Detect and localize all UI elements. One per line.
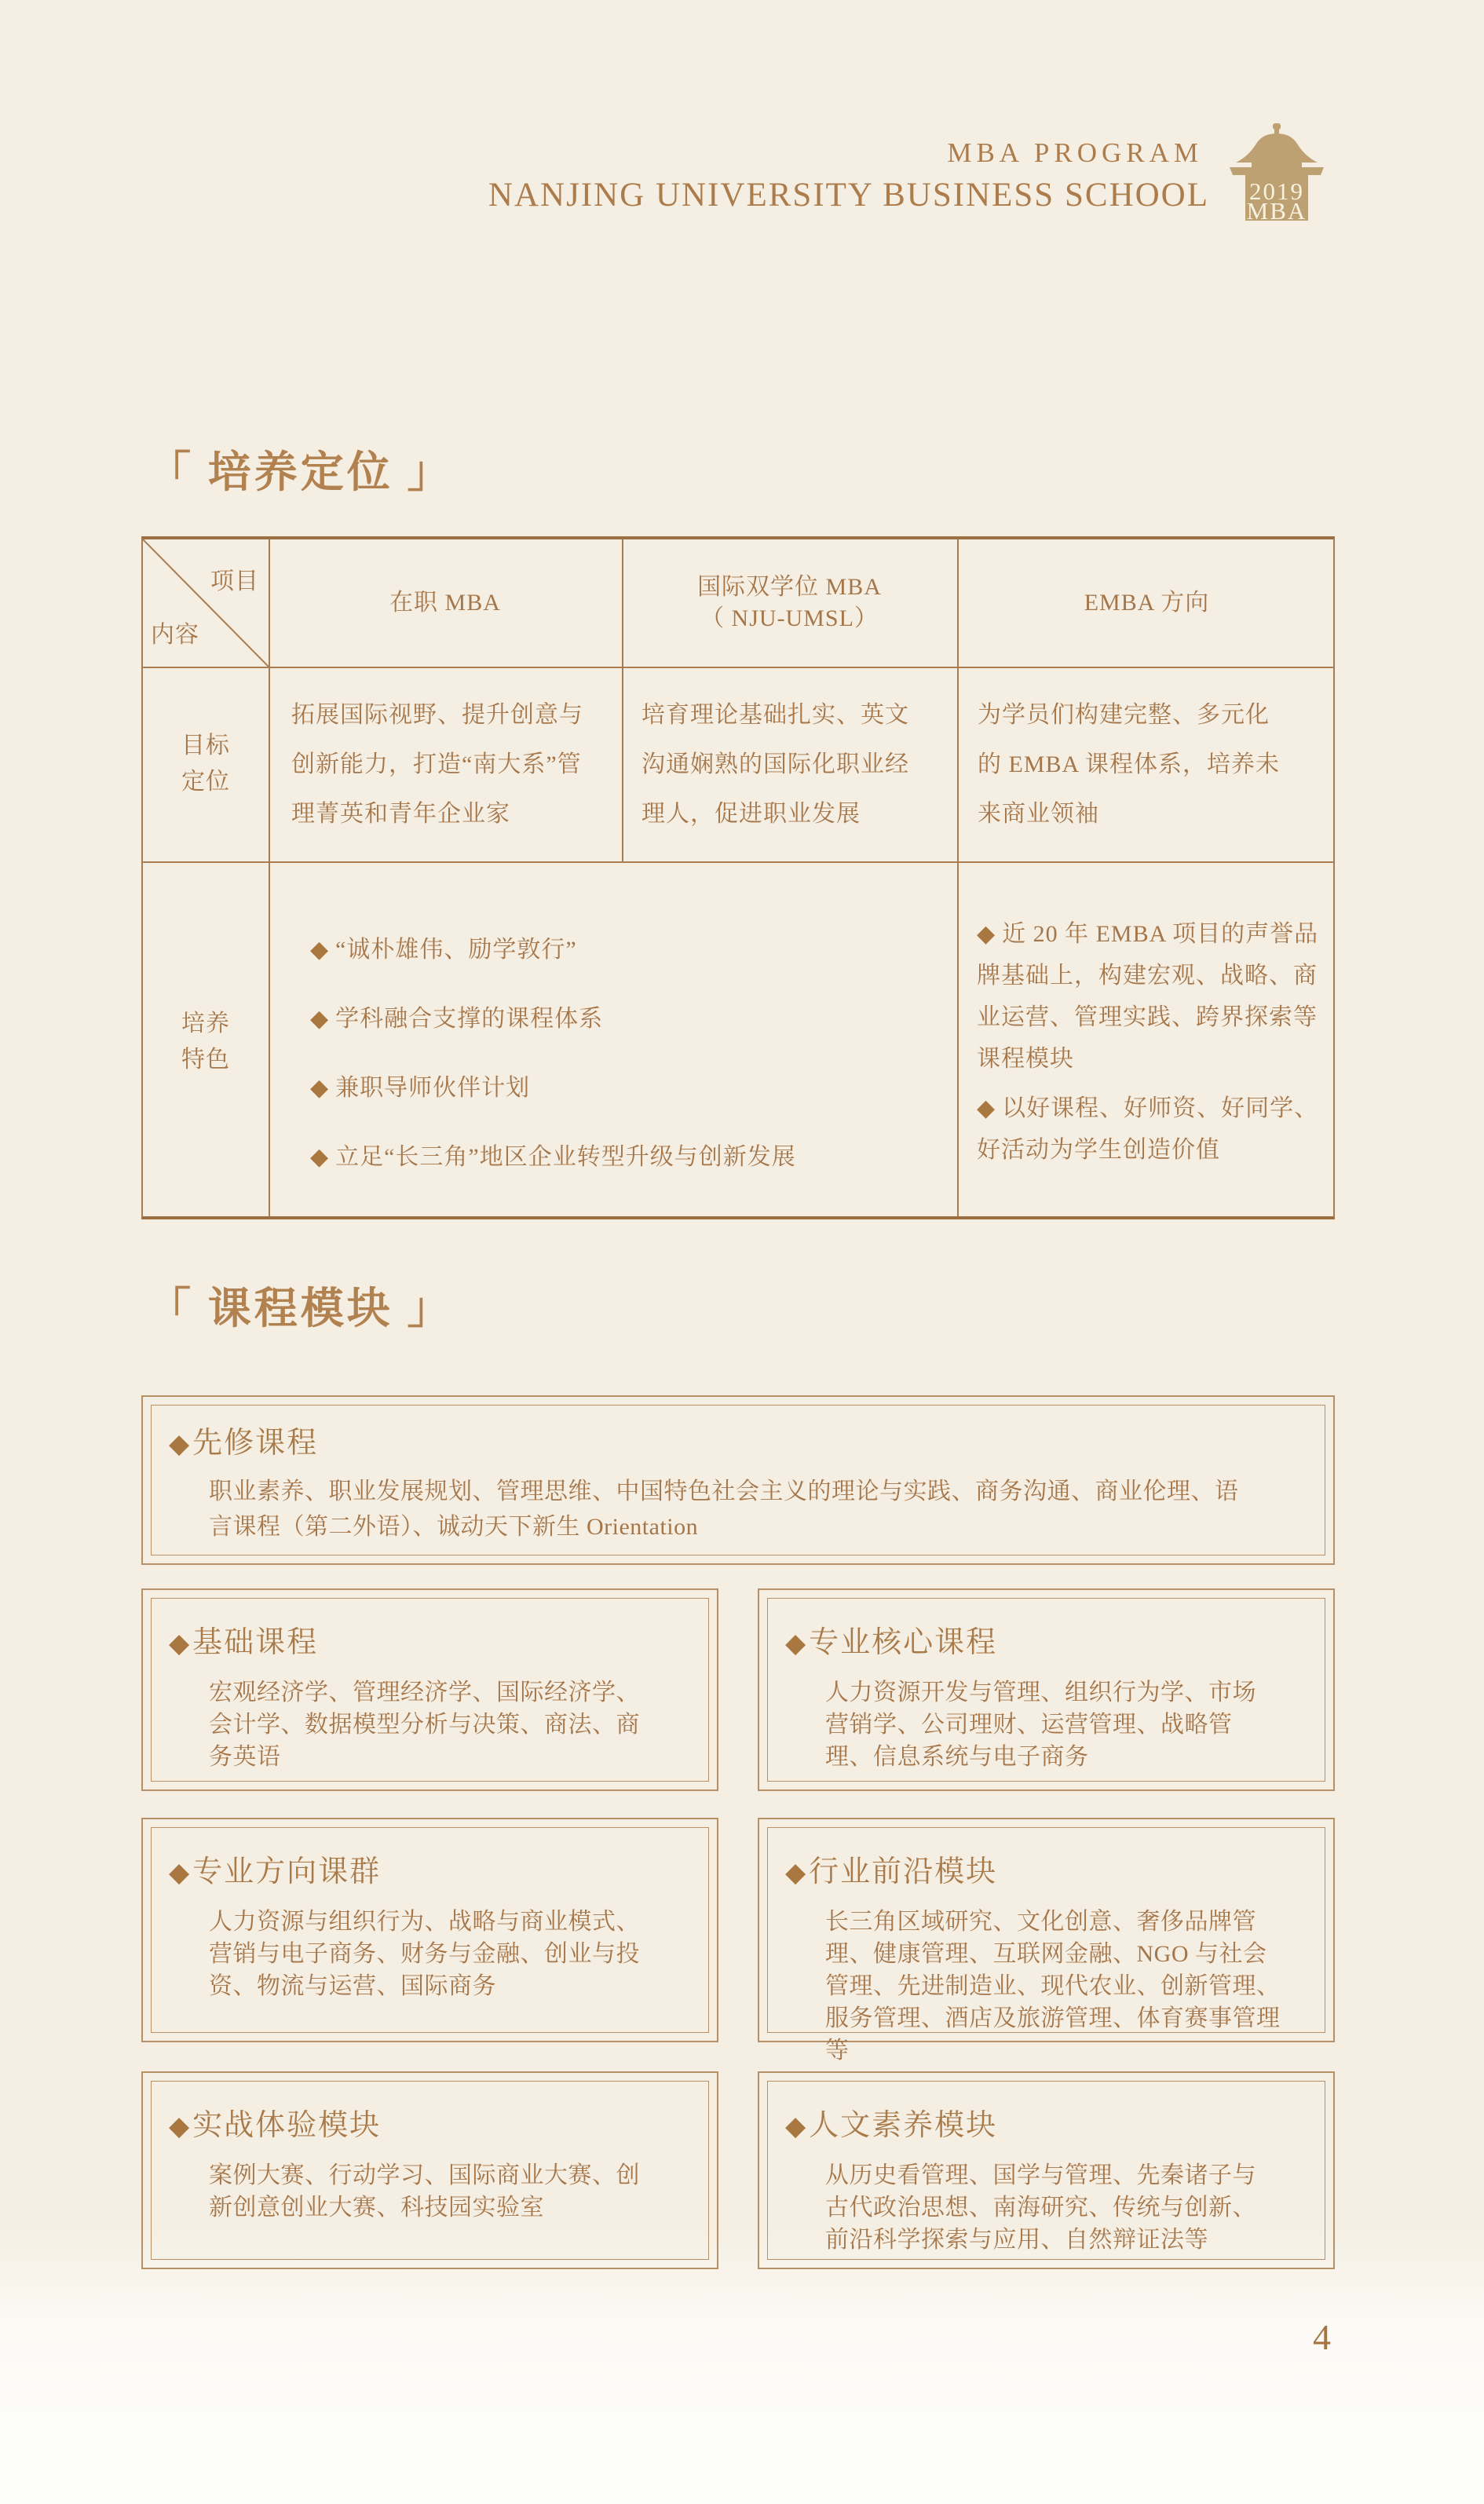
card-specialization-courses: [141, 1818, 718, 2042]
column-header-emba: [957, 539, 1336, 667]
diamond-icon: ◆: [169, 1430, 192, 1459]
diamond-icon: ◆: [785, 2112, 808, 2141]
building-logo-icon: [1222, 122, 1332, 225]
card-body: 人力资源开发与管理、组织行为学、市场营销学、公司理财、运营管理、战略管理、信息系统与电子商务: [825, 1680, 1256, 1770]
card-foundation-courses: [141, 1588, 718, 1791]
card-title: ◆先修课程: [169, 1427, 319, 1460]
badge-label: MBA: [1246, 197, 1307, 225]
card-body: 人力资源与组织行为、战略与商业模式、营销与电子商务、财务与金融、创业与投资、物流与运营、国际商务: [209, 1909, 640, 1999]
card-title: ◆专业方向课群: [169, 1855, 382, 1888]
diamond-icon: ◆: [169, 1859, 192, 1888]
feature-item: ◆ 近 20 年 EMBA 项目的声誉品牌基础上，构建宏观、战略、商业运营、管理实践、跨界探索等课程模块: [977, 921, 1319, 1072]
feature-item: ◆ “诚朴雄伟、励学敦行”: [310, 937, 577, 963]
card-body: 从历史看管理、国学与管理、先秦诸子与古代政治思想、南海研究、传统与创新、前沿科学探索与应用、自然辩证法等: [825, 2162, 1256, 2253]
diamond-icon: ◆: [310, 1075, 330, 1101]
positioning-table: [141, 536, 1335, 1219]
row-label-goal: 目标定位: [181, 733, 230, 795]
page-number: 4: [1313, 2317, 1331, 2357]
badge-year: 2019: [1249, 177, 1304, 205]
column-header-label: EMBA 方向: [1084, 590, 1210, 616]
card-body: 案例大赛、行动学习、国际商业大赛、创新创意创业大赛、科技园实验室: [209, 2162, 640, 2221]
goal-cell-dual-degree: 培育理论基础扎实、英文沟通娴熟的国际化职业经理人，促进职业发展: [641, 701, 909, 827]
corner-label-project: 项目: [210, 568, 259, 594]
column-header-sublabel: （ NJU-UMSL）: [700, 605, 879, 631]
card-body: 长三角区域研究、文化创意、奢侈品牌管理、健康管理、互联网金融、NGO 与社会管理、先进制造业、现代农业、创新管理、服务管理、酒店及旅游管理、体育赛事管理等: [825, 1909, 1281, 2064]
diamond-icon: ◆: [310, 1006, 330, 1032]
goal-cell-emba: 为学员们构建完整、多元化的 EMBA 课程体系，培养未来商业领袖: [978, 701, 1281, 827]
card-core-courses: [758, 1588, 1335, 1791]
card-prerequisite-courses: [141, 1395, 1335, 1565]
diamond-icon: ◆: [310, 1144, 330, 1170]
card-title: ◆专业核心课程: [785, 1626, 998, 1659]
card-body: 宏观经济学、管理经济学、国际经济学、会计学、数据模型分析与决策、商法、商务英语: [209, 1680, 640, 1770]
header-program-line: MBA PROGRAM: [947, 137, 1203, 168]
goal-cell-parttime: 拓展国际视野、提升创意与创新能力，打造“南大系”管理菁英和青年企业家: [291, 701, 583, 827]
card-title: ◆基础课程: [169, 1626, 319, 1659]
card-humanities-module: [758, 2071, 1335, 2269]
feature-item: ◆ 学科融合支撑的课程体系: [310, 1006, 604, 1032]
column-header-dual-degree: [622, 539, 957, 667]
diamond-icon: ◆: [310, 937, 330, 963]
diamond-icon: ◆: [169, 2112, 192, 2141]
diamond-icon: ◆: [785, 1859, 808, 1888]
column-header-label: 在职 MBA: [389, 590, 501, 616]
section-title-modules: 「 课程模块 」: [148, 1285, 454, 1332]
header-school-line: NANJING UNIVERSITY BUSINESS SCHOOL: [488, 177, 1209, 214]
card-title: ◆人文素养模块: [785, 2109, 998, 2142]
card-body: 职业素养、职业发展规划、管理思维、中国特色社会主义的理论与实践、商务沟通、商业伦理、语言课程（第二外语）、诚动天下新生 Orientation: [209, 1479, 1239, 1540]
feature-cell-merged: [310, 936, 796, 1172]
section-title-positioning: 「 培养定位 」: [148, 448, 454, 496]
column-header-label: 国际双学位 MBA: [697, 574, 882, 600]
corner-label-content: 内容: [151, 622, 199, 648]
feature-cell-emba: [957, 861, 1336, 1223]
feature-item: ◆ 以好课程、好师资、好同学、好活动为学生创造价值: [977, 1095, 1319, 1163]
diamond-icon: ◆: [169, 1629, 192, 1658]
diamond-icon: ◆: [977, 1095, 996, 1121]
diamond-icon: ◆: [977, 921, 996, 947]
card-industry-frontier-module: [758, 1818, 1335, 2064]
card-practice-module: [141, 2071, 718, 2269]
row-label-feature: 培养特色: [181, 1011, 230, 1073]
feature-item: ◆ 兼职导师伙伴计划: [310, 1075, 531, 1101]
card-title: ◆实战体验模块: [169, 2109, 382, 2142]
diamond-icon: ◆: [785, 1629, 808, 1658]
feature-item: ◆ 立足“长三角”地区企业转型升级与创新发展: [310, 1144, 796, 1170]
card-title: ◆行业前沿模块: [785, 1855, 998, 1888]
column-header-parttime-mba: [269, 539, 622, 667]
